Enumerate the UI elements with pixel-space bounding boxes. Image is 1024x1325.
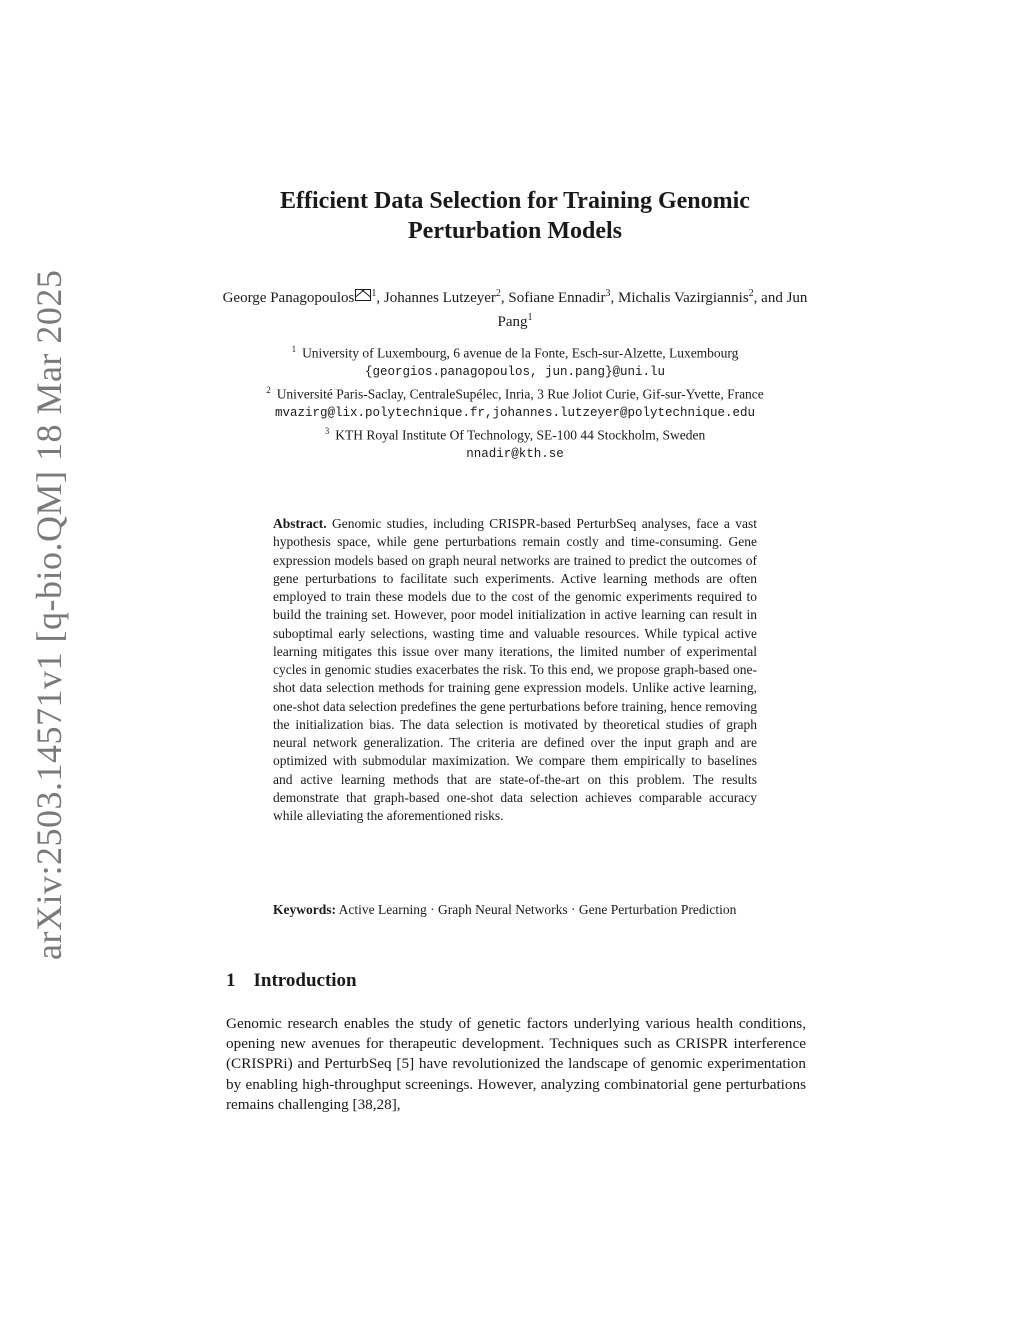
envelope-icon [355,289,371,301]
abstract-label: Abstract. [273,516,327,531]
affiliation-1: $^1$ University of Luxembourg, 6 avenue de la Fonte, Esch-sur-Alzette, Luxembourg [291,344,739,361]
keywords-text: Active Learning · Graph Neural Networks · Gene Perturbation Prediction [338,902,737,917]
abstract [273,515,757,825]
affiliation-2-email: mvazirg@lix.polytechnique.fr,johannes.lutzeyer@polytechnique.edu [274,405,756,420]
author-4: , Michalis Vazirgiannis [610,290,749,306]
affiliation-3-email: nnadir@kth.se [466,446,564,461]
section-title: Introduction [253,970,357,991]
intro-paragraph: Genomic research enables the study of genetic factors underlying various health conditions, opening new avenues for therapeutic development. Techniques such as CRISPR interference (CRISPRi) and PerturbSeq [5] have revolutionized the landscape of genomic experimentation by enabling high-throughput screenings. However, analyzing combinatorial gene perturbations remains challenging [38,28], [226,1015,806,1113]
author-1-affil: 1 [371,288,377,299]
title-line-2: Perturbation Models [408,218,622,244]
affiliation-1-email: {georgios.panagopoulos, jun.pang}@uni.lu [364,364,666,379]
author-4-affil: 2 [748,288,754,299]
author-list [220,284,810,332]
keywords [273,901,757,919]
affiliations [220,340,810,463]
author-3: , Sofiane Ennadir [500,290,606,306]
author-2: , Johannes Lutzeyer [376,290,496,306]
author-2-affil: 2 [495,288,501,299]
arxiv-identifier: arXiv:2503.14571v1 [q-bio.QM] 18 Mar 2025 [29,269,69,960]
author-1: George Panagopoulos [222,290,355,306]
abstract-text: Genomic studies, including CRISPR-based PerturbSeq analyses, face a vast hypothesis space, while gene perturbations remain costly and time-consuming. Gene expression models based on graph neural networks are trained to predict the outcomes of gene perturbations to facilitate such experiments. Active learning methods are often employed to train these models due to the cost of the genomic experiments required to build the training set. However, poor model initialization in active learning can result in suboptimal early selections, wasting time and valuable resources. While typical active learning mitigates this issue over many iterations, the limited number of experimental cycles in genomic studies exacerbates the risk. To this end, we propose graph-based one-shot data selection methods for training gene expression models. Unlike active learning, one-shot data selection predefines the gene perturbations before training, hence removing the initialization bias. The data selection is motivated by theoretical studies of graph neural network generalization. The criteria are defined over the input graph and are optimized with submodular maximization. We compare them empirically to baselines and active learning methods that are state-of-the-art on this problem. The results demonstrate that graph-based one-shot data selection achieves comparable accuracy while alleviating the aforementioned risks. [273,516,757,823]
author-5: , and Jun Pang [497,290,808,330]
section-heading [226,970,357,992]
section-number: 1 [226,970,236,991]
affiliation-3: $^3$ KTH Royal Institute Of Technology, SE-100 44 Stockholm, Sweden [324,426,706,443]
author-5-affil: 1 [527,312,533,323]
affiliation-2: $^2$ Université Paris-Saclay, CentraleSupélec, Inria, 3 Rue Joliot Curie, Gif-sur-Yvette, France [266,385,764,402]
paper-title [200,186,830,246]
keywords-label: Keywords: [273,902,336,917]
title-line-1: Efficient Data Selection for Training Genomic [280,188,750,214]
author-3-affil: 3 [605,288,611,299]
